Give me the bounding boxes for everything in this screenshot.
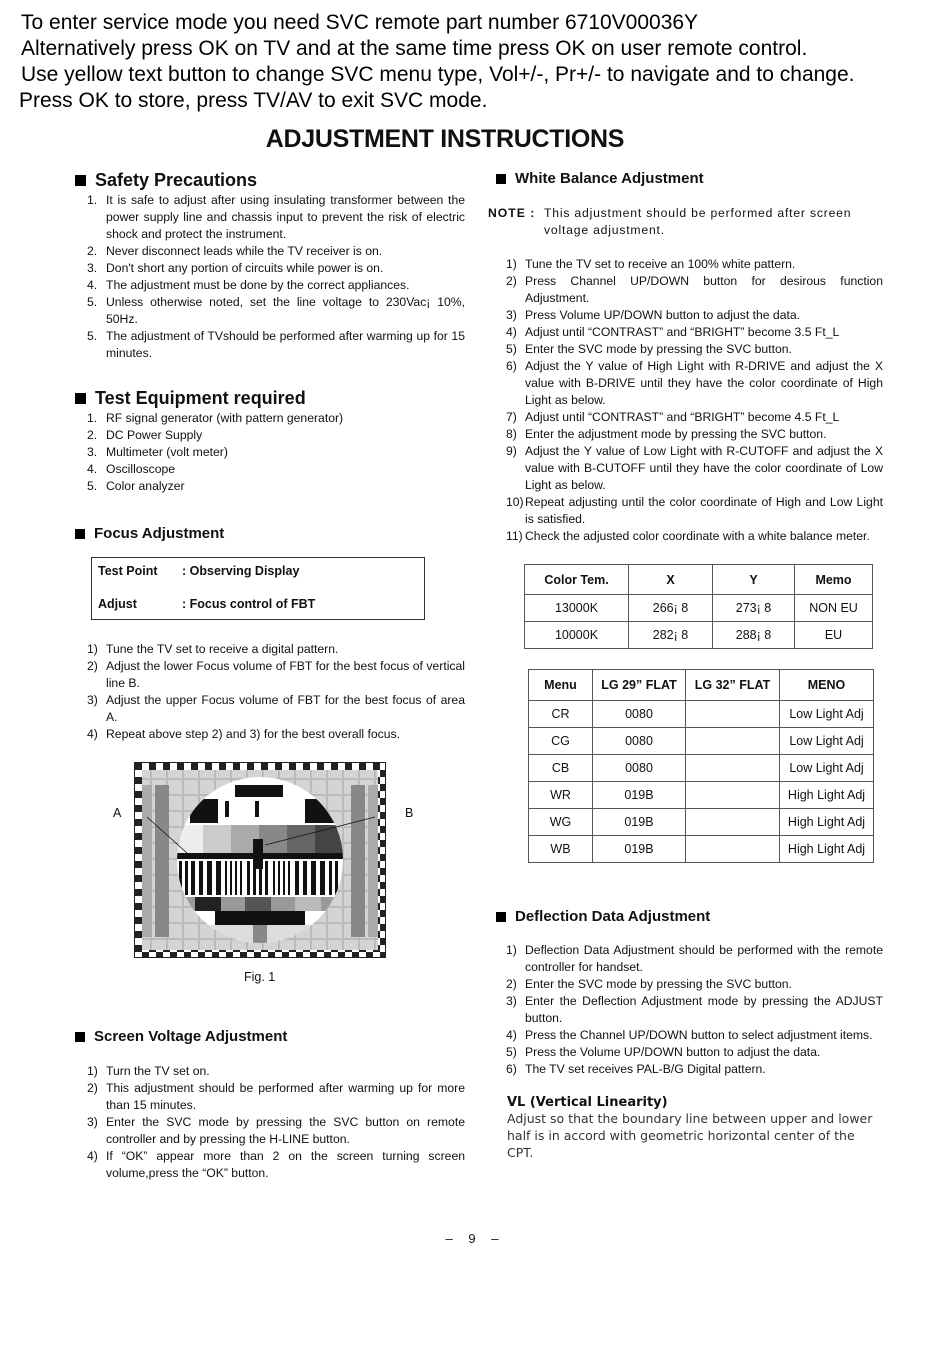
list-item-number: 1): [506, 943, 517, 957]
list-item-text: If “OK” appear more than 2 on the screen turning screen volume,press the “OK” button.: [106, 1149, 465, 1180]
color-table-header: X: [629, 565, 713, 595]
list-item-text: Repeat above step 2) and 3) for the best overall focus.: [106, 727, 401, 741]
list-item: [87, 1114, 465, 1148]
list-item-text: Adjust the Y value of Low Light with R-CUTOFF and adjust the X value with B-CUTOFF until they have the color coordinate of Low Light as below.: [525, 444, 883, 492]
list-item-number: 4.: [87, 462, 98, 476]
bullet-square-icon: [75, 1032, 85, 1042]
bullet-square-icon: [496, 174, 506, 184]
list-item-text: Never disconnect leads while the TV receiver is on.: [106, 244, 383, 258]
list-item: [87, 277, 465, 294]
list-item-number: 4): [87, 1149, 98, 1163]
list-item: [87, 726, 465, 743]
table-cell: High Light Adj: [780, 836, 874, 863]
list-item: [87, 243, 465, 260]
vl-title: VL (Vertical Linearity): [507, 1095, 668, 1110]
fig-label-a: A: [113, 806, 122, 820]
list-item-number: 4): [506, 325, 517, 339]
bullet-square-icon: [75, 393, 86, 404]
list-item: [506, 273, 883, 307]
list-item-number: 3): [87, 1115, 98, 1129]
table-cell: WR: [529, 782, 593, 809]
list-item-number: 8): [506, 427, 517, 441]
table-cell: 019B: [593, 809, 686, 836]
menu-table-header: Menu: [529, 670, 593, 701]
list-item-number: 3.: [87, 445, 98, 459]
list-item-text: DC Power Supply: [106, 428, 203, 442]
screen-voltage-list: [75, 1063, 465, 1182]
list-item-number: 10): [506, 495, 524, 509]
list-item-number: 4.: [87, 278, 98, 292]
list-item: [87, 658, 465, 692]
list-item-text: Enter the SVC mode by pressing the SVC button.: [525, 977, 792, 991]
list-item: [506, 1027, 883, 1044]
table-cell: [686, 809, 780, 836]
focus-test-point-row: Test Point : Observing Display: [98, 564, 300, 578]
test-pattern-image: [135, 763, 385, 957]
screen-voltage-section: [75, 1028, 465, 1182]
focus-heading: Focus Adjustment: [75, 525, 465, 542]
list-item-number: 5.: [87, 295, 98, 309]
list-item-text: The adjustment of TVshould be performed after warming up for 15 minutes.: [106, 329, 465, 360]
list-item-text: The TV set receives PAL-B/G Digital pattern.: [525, 1062, 766, 1076]
table-cell: WB: [529, 836, 593, 863]
table-cell: 288¡ 8: [713, 622, 795, 649]
list-item: [506, 1061, 883, 1078]
list-item-number: 5.: [87, 479, 98, 493]
equipment-heading: Test Equipment required: [75, 388, 465, 409]
table-cell: 10000K: [525, 622, 629, 649]
list-item-number: 6): [506, 1062, 517, 1076]
list-item-text: Adjust the upper Focus volume of FBT for the best focus of area A.: [106, 693, 465, 724]
svc-note-4: Press OK to store, press TV/AV to exit SVC mode.: [19, 89, 488, 112]
table-cell: Low Light Adj: [780, 728, 874, 755]
table-cell: CG: [529, 728, 593, 755]
deflection-heading: Deflection Data Adjustment: [488, 908, 883, 925]
list-item-number: 2.: [87, 244, 98, 258]
fig-label-b: B: [405, 806, 414, 820]
list-item: [506, 256, 883, 273]
table-row: [529, 809, 874, 836]
list-item-number: 9): [506, 444, 517, 458]
list-item-number: 3): [87, 693, 98, 707]
white-balance-note: NOTE : This adjustment should be performed after screen voltage adjustment.: [488, 206, 852, 237]
list-item-text: This adjustment should be performed after warming up for more than 15 minutes.: [106, 1081, 465, 1112]
list-item: [87, 1080, 465, 1114]
list-item-text: Enter the adjustment mode by pressing the SVC button.: [525, 427, 827, 441]
focus-adjust-row: Adjust : Focus control of FBT: [98, 597, 316, 611]
list-item-text: Deflection Data Adjustment should be performed with the remote controller for handset.: [525, 943, 883, 974]
white-balance-section: [488, 170, 883, 863]
list-item-number: 3): [506, 308, 517, 322]
table-row: [529, 728, 874, 755]
list-item-number: 2): [506, 977, 517, 991]
list-item: [87, 328, 465, 362]
focus-info-box: [91, 557, 425, 620]
table-cell: CB: [529, 755, 593, 782]
table-row: [529, 782, 874, 809]
list-item: [506, 993, 883, 1027]
list-item-text: Oscilloscope: [106, 462, 176, 476]
table-cell: CR: [529, 701, 593, 728]
table-cell: Low Light Adj: [780, 701, 874, 728]
table-cell: 282¡ 8: [629, 622, 713, 649]
list-item-number: 2): [87, 1081, 98, 1095]
list-item-text: Adjust the lower Focus volume of FBT for the best focus of vertical line B.: [106, 659, 465, 690]
table-cell: 266¡ 8: [629, 595, 713, 622]
table-cell: 0080: [593, 755, 686, 782]
list-item-text: Turn the TV set on.: [106, 1064, 210, 1078]
bullet-square-icon: [75, 529, 85, 539]
list-item-text: Color analyzer: [106, 479, 185, 493]
list-item-text: Adjust the Y value of High Light with R-DRIVE and adjust the X value with B-DRIVE until they have the color coordinate of High Light as below.: [525, 359, 883, 407]
list-item-text: Check the adjusted color coordinate with a white balance meter.: [525, 529, 870, 543]
list-item: [87, 260, 465, 277]
table-cell: NON EU: [795, 595, 873, 622]
list-item-text: Repeat adjusting until the color coordinate of High and Low Light is satisfied.: [525, 495, 883, 526]
color-table-header: Y: [713, 565, 795, 595]
list-item-number: 1): [506, 257, 517, 271]
white-balance-heading: White Balance Adjustment: [488, 170, 883, 187]
test-pattern-figure: [134, 762, 386, 958]
list-item: [506, 494, 883, 528]
list-item-number: 6): [506, 359, 517, 373]
deflection-section: [488, 908, 883, 1161]
page-title: ADJUSTMENT INSTRUCTIONS: [265, 125, 625, 153]
screen-voltage-heading: Screen Voltage Adjustment: [75, 1028, 465, 1045]
list-item-text: Adjust until “CONTRAST” and “BRIGHT” become 3.5 Ft_L: [525, 325, 840, 339]
list-item-number: 11): [506, 529, 523, 543]
list-item: [87, 478, 465, 495]
list-item-text: Press the Volume UP/DOWN button to adjust the data.: [525, 1045, 821, 1059]
focus-section: [75, 525, 465, 743]
table-cell: [686, 836, 780, 863]
list-item-text: Enter the SVC mode by pressing the SVC button on remote controller and by pressing the H-LINE button.: [106, 1115, 465, 1146]
list-item-number: 1): [87, 1064, 98, 1078]
list-item-number: 5.: [87, 329, 98, 343]
list-item: [506, 1044, 883, 1061]
table-cell: 019B: [593, 782, 686, 809]
equipment-section: [75, 388, 465, 495]
table-cell: 273¡ 8: [713, 595, 795, 622]
safety-heading: Safety Precautions: [75, 170, 465, 191]
table-cell: High Light Adj: [780, 809, 874, 836]
list-item: [87, 1148, 465, 1182]
bullet-square-icon: [75, 175, 86, 186]
deflection-list: [488, 942, 883, 1078]
list-item-number: 3.: [87, 261, 98, 275]
list-item-number: 2.: [87, 428, 98, 442]
list-item: [87, 427, 465, 444]
color-table-header: Memo: [795, 565, 873, 595]
list-item-text: The adjustment must be done by the correct appliances.: [106, 278, 410, 292]
list-item-text: Press Volume UP/DOWN button to adjust the data.: [525, 308, 801, 322]
list-item-text: RF signal generator (with pattern generator): [106, 411, 344, 425]
list-item: [506, 341, 883, 358]
list-item-text: Unless otherwise noted, set the line voltage to 230Vac¡ 10%, 50Hz.: [106, 295, 465, 326]
table-cell: High Light Adj: [780, 782, 874, 809]
table-cell: [686, 701, 780, 728]
list-item-text: Adjust until “CONTRAST” and “BRIGHT” become 4.5 Ft_L: [525, 410, 840, 424]
list-item-number: 7): [506, 410, 517, 424]
safety-list: [75, 192, 465, 362]
list-item-number: 1.: [87, 193, 98, 207]
list-item-number: 4): [506, 1028, 517, 1042]
list-item: [506, 426, 883, 443]
list-item-number: 2): [506, 274, 517, 288]
white-balance-list: [488, 256, 883, 545]
list-item: [87, 444, 465, 461]
table-cell: [686, 728, 780, 755]
table-cell: Low Light Adj: [780, 755, 874, 782]
color-table-header: Color Tem.: [525, 565, 629, 595]
fig-caption: Fig. 1: [244, 970, 276, 984]
list-item: [87, 1063, 465, 1080]
table-cell: 019B: [593, 836, 686, 863]
list-item: [87, 461, 465, 478]
list-item: [506, 409, 883, 426]
list-item: [87, 294, 465, 328]
table-cell: WG: [529, 809, 593, 836]
svc-note-3: Use yellow text button to change SVC menu type, Vol+/-, Pr+/- to navigate and to change.: [21, 63, 855, 86]
list-item: [87, 192, 465, 243]
list-item: [87, 410, 465, 427]
list-item-text: Don't short any portion of circuits while power is on.: [106, 261, 384, 275]
table-cell: 0080: [593, 728, 686, 755]
vl-description: Adjust so that the boundary line between upper and lower half is in accord with geometric horizontal center of the CPT.: [507, 1111, 873, 1160]
bullet-square-icon: [496, 912, 506, 922]
list-item-text: Press Channel UP/DOWN button for desirous function Adjustment.: [525, 274, 883, 305]
svc-note-1: To enter service mode you need SVC remote part number 6710V00036Y: [21, 11, 699, 34]
list-item-text: It is safe to adjust after using insulating transformer between the power supply line and chassis input to prevent the risk of electric shock and protect the instrument.: [106, 193, 465, 241]
table-row: [529, 701, 874, 728]
table-row: [529, 755, 874, 782]
list-item-text: Multimeter (volt meter): [106, 445, 228, 459]
service-mode-notes: [20, 10, 935, 114]
list-item: [87, 692, 465, 726]
table-row: [525, 622, 873, 649]
list-item-number: 5): [506, 1045, 517, 1059]
menu-table-header: LG 32” FLAT: [686, 670, 780, 701]
table-cell: [686, 755, 780, 782]
list-item: [506, 942, 883, 976]
equipment-list: [75, 410, 465, 495]
list-item: [506, 358, 883, 409]
list-item-text: Tune the TV set to receive a digital pattern.: [106, 642, 339, 656]
table-row: [525, 595, 873, 622]
list-item: [506, 528, 883, 545]
list-item: [506, 976, 883, 993]
list-item: [506, 443, 883, 494]
list-item-text: Press the Channel UP/DOWN button to select adjustment items.: [525, 1028, 873, 1042]
menu-table: [528, 669, 874, 863]
list-item-number: 1): [87, 642, 98, 656]
table-cell: EU: [795, 622, 873, 649]
safety-section: [75, 170, 465, 362]
table-cell: [686, 782, 780, 809]
list-item-number: 5): [506, 342, 517, 356]
table-cell: 13000K: [525, 595, 629, 622]
list-item: [506, 307, 883, 324]
svc-note-2: Alternatively press OK on TV and at the same time press OK on user remote control.: [21, 37, 808, 60]
menu-table-header: MENO: [780, 670, 874, 701]
table-cell: 0080: [593, 701, 686, 728]
list-item-number: 3): [506, 994, 517, 1008]
list-item-number: 4): [87, 727, 98, 741]
list-item-number: 2): [87, 659, 98, 673]
list-item: [506, 324, 883, 341]
menu-table-header: LG 29” FLAT: [593, 670, 686, 701]
page-number: – 9 –: [445, 1231, 505, 1246]
list-item-text: Enter the SVC mode by pressing the SVC button.: [525, 342, 792, 356]
table-row: [529, 836, 874, 863]
list-item: [87, 641, 465, 658]
list-item-text: Tune the TV set to receive an 100% white pattern.: [525, 257, 796, 271]
list-item-number: 1.: [87, 411, 98, 425]
list-item-text: Enter the Deflection Adjustment mode by pressing the ADJUST button.: [525, 994, 883, 1025]
color-temperature-table: [524, 564, 873, 649]
focus-list: [75, 641, 465, 743]
